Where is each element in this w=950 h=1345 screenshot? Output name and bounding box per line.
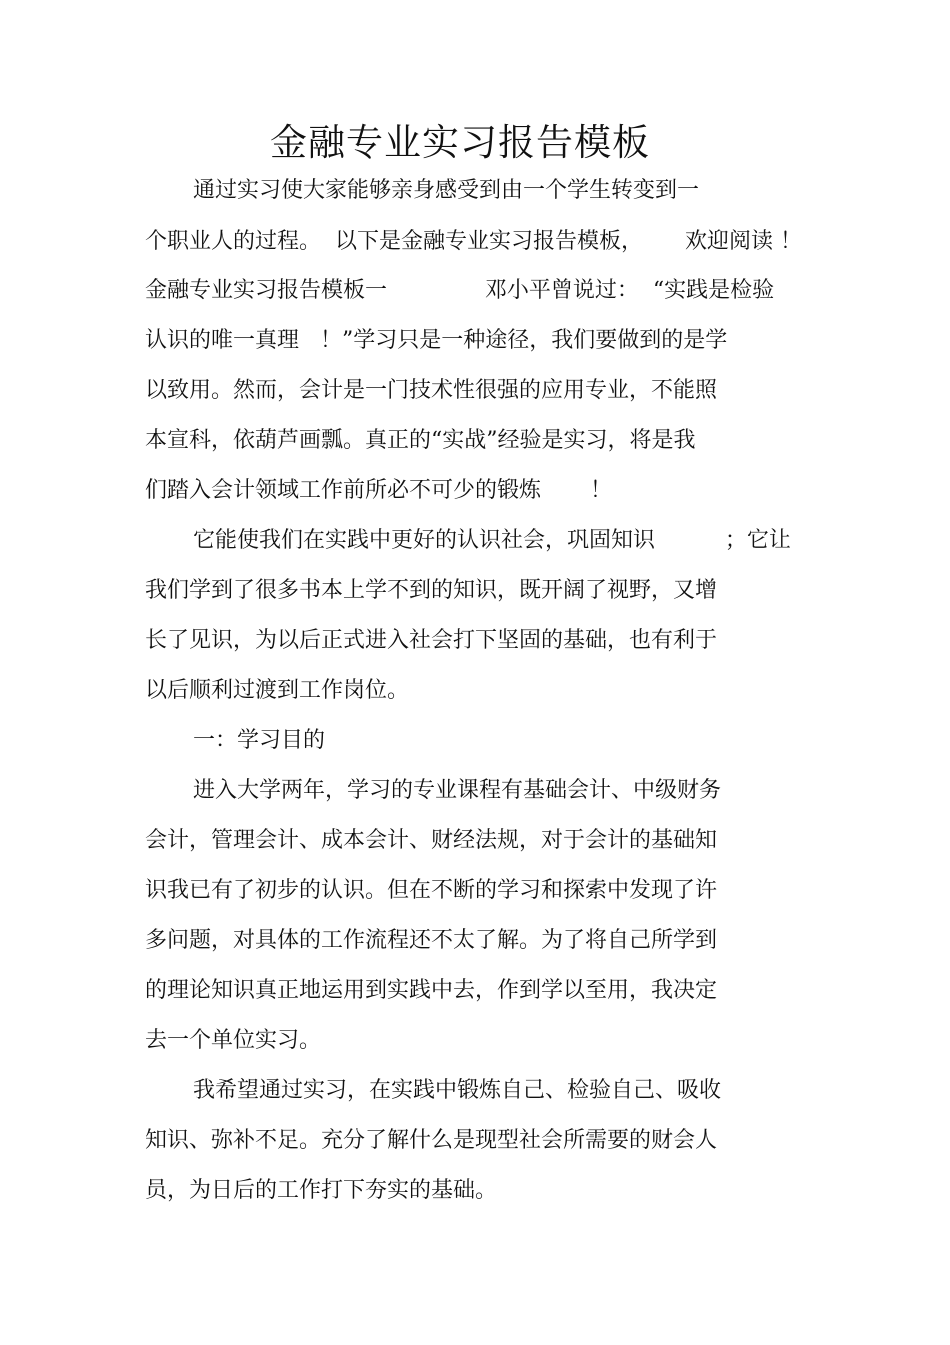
- paragraph-line: 以致用。然而，会计是一门技术性很强的应用专业，不能照: [145, 378, 718, 403]
- paragraph-line: 本宣科，依葫芦画瓢。真正的“实战”经验是实习，将是我: [145, 428, 696, 453]
- paragraph-line: 识我已有了初步的认识。但在不断的学习和探索中发现了许: [145, 878, 718, 903]
- paragraph-line: 进入大学两年，学习的专业课程有基础会计、中级财务: [193, 778, 722, 803]
- document-title: 金融专业实习报告模板: [270, 121, 650, 164]
- paragraph-line: 去一个单位实习。: [145, 1028, 322, 1053]
- paragraph-line: 的理论知识真正地运用到实践中去，作到学以至用，我决定: [145, 978, 718, 1003]
- paragraph-line: 我们学到了很多书本上学不到的知识，既开阔了视野，又增: [145, 578, 718, 603]
- paragraph-line: 它能使我们在实践中更好的认识社会，巩固知识 ；它让: [193, 528, 791, 553]
- paragraph-line: 多问题，对具体的工作流程还不太了解。为了将自己所学到: [145, 928, 718, 953]
- paragraph-line: 知识、弥补不足。充分了解什么是现型社会所需要的财会人: [145, 1128, 718, 1153]
- paragraph-line: 以后顺利过渡到工作岗位。: [145, 678, 410, 703]
- paragraph-line: 们踏入会计领域工作前所必不可少的锻炼 ！: [145, 478, 612, 503]
- section-heading: 一：学习目的: [193, 728, 326, 753]
- paragraph-line: 我希望通过实习，在实践中锻炼自己、检验自己、吸收: [193, 1078, 722, 1103]
- paragraph-line: 长了见识，为以后正式进入社会打下坚固的基础，也有利于: [145, 628, 718, 653]
- paragraph-line: 个职业人的过程。 以下是金融专业实习报告模板， 欢迎阅读 ！: [145, 229, 802, 254]
- paragraph-line: 金融专业实习报告模板一 邓小平曾说过： “实践是检验: [145, 278, 775, 303]
- paragraph-line: 通过实习使大家能够亲身感受到由一个学生转变到一: [193, 178, 700, 203]
- paragraph-line: 会计，管理会计、成本会计、财经法规，对于会计的基础知: [145, 828, 718, 853]
- paragraph-line: 员，为日后的工作打下夯实的基础。: [145, 1178, 498, 1203]
- paragraph-line: 认识的唯一真理 ！”学习只是一种途径，我们要做到的是学: [145, 328, 728, 353]
